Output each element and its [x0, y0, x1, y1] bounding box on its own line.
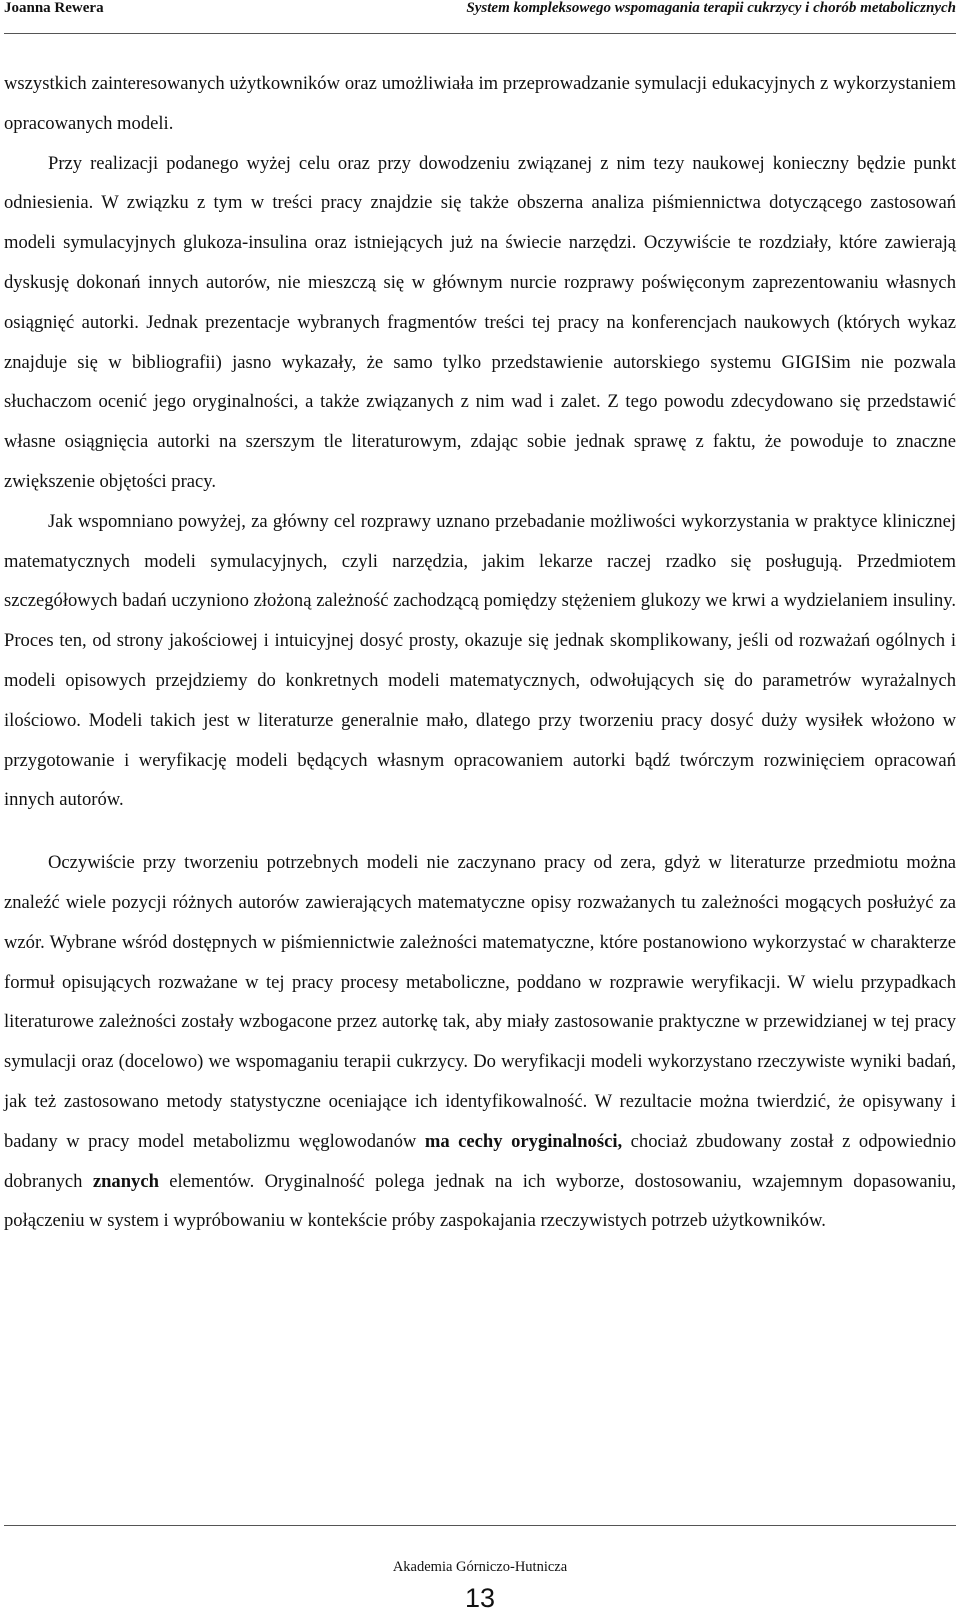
page-number: 13 [464, 1583, 496, 1613]
text-segment: elementów. Oryginalność polega jednak na ich wyborze, dostosowaniu, wzajemnym dopasowaniu, połączeniu w system i wypróbowaniu w kontekście próby zaspokajania rzeczywistych potrzeb użytkowników. [4, 1170, 956, 1232]
footer-institution: Akademia Górniczo-Hutnicza [392, 1559, 568, 1575]
header-author: Joanna Rewera [4, 0, 104, 16]
paragraph-4 [4, 843, 956, 1241]
footer-rule [4, 1525, 956, 1526]
bold-phrase: ma cechy oryginalności, [424, 1130, 623, 1152]
text-segment: wszystkich zainteresowanych użytkowników oraz umożliwiała im przeprowadzanie symulacji edukacyjnych z wykorzystaniem opracowanych modeli. [4, 73, 956, 134]
header-rule [4, 33, 956, 34]
text-segment: Jak wspomniano powyżej, za główny cel rozprawy uznano przebadanie możliwości wykorzystania w praktyce klinicznej matematycznych modeli symulacyjnych, czyli narzędzia, jakim lekarze raczej rzadko się posługują. Przedmiotem szczegółowych badań uczyniono złożoną zależność zachodzącą pomiędzy stężeniem glukozy we krwi a wydzielaniem insuliny. Proces ten, od strony jakościowej i intuicyjnej dosyć prosty, okazuje się jednak skomplikowany, jeśli od rozważań ogólnych i modeli opisowych przejdziemy do konkretnych modeli matematycznych, odwołujących się do parametrów wyrażalnych ilościowo. Modeli takich jest w literaturze generalnie mało, dlatego przy tworzeniu pracy dosyć duży wysiłek włożono w przygotowanie i weryfikację modeli będących własnym opracowaniem autorki bądź twórczym rozwinięciem opracowań innych autorów. [4, 510, 956, 811]
paragraph-3 [4, 502, 956, 820]
text-segment: Oczywiście przy tworzeniu potrzebnych modeli nie zaczynano pracy od zera, gdyż w literaturze przedmiotu można znaleźć wiele pozycji różnych autorów zawierających matematyczne opisy rozważanych tu zależności mogących posłużyć za wzór. Wybrane wśród dostępnych w piśmiennictwie zależności matematyczne, które postanowiono wykorzystać w charakterze formuł opisujących rozważane w tej pracy procesy metaboliczne, poddano w rozprawie weryfikacji. W wielu przypadkach literaturowe zależności zostały wzbogacone przez autorkę tak, aby miały zastosowanie praktyczne w przewidzianej w tej pracy symulacji oraz (docelowo) we wspomaganiu terapii cukrzycy. Do weryfikacji modeli wykorzystano rzeczywiste wyniki badań, jak też zastosowano metody statystyczne oceniające ich identyfikowalność. W rezultacie można twierdzić, że opisywany i badany w pracy model metabolizmu węglowodanów [4, 852, 956, 1152]
text-segment: chociaż zbudowany został z odpowiednio dobranych [4, 1130, 956, 1192]
header-title: System kompleksowego wspomagania terapii cukrzycy i chorób metabolicznych [466, 0, 956, 16]
bold-phrase: znanych [92, 1170, 159, 1192]
body-text [4, 64, 956, 1241]
paragraph-1 [4, 64, 956, 144]
text-segment: Przy realizacji podanego wyżej celu oraz przy dowodzeniu związanej z nim tezy naukowej konieczny będzie punkt odniesienia. W związku z tym w treści pracy znajdzie się także obszerna analiza piśmiennictwa dotyczącego zastosowań modeli symulacyjnych glukoza-insulina oraz istniejących już na świecie narzędzi. Oczywiście te rozdziały, które zawierają dyskusję dokonań innych autorów, nie mieszczą się w głównym nurcie rozprawy poświęconym zaprezentowaniu własnych osiągnięć autorki. Jednak prezentacje wybranych fragmentów treści tej pracy na konferencjach naukowych (których wykaz znajduje się w bibliografii) jasno wykazały, że samo tylko przedstawienie autorskiego systemu GIGISim nie pozwala słuchaczom ocenić jego oryginalności, a także związanych z nim wad i zalet. Z tego powodu zdecydowano się przedstawić własne osiągnięcia autorki na szerszym tle literaturowym, zdając sobie jednak sprawę z faktu, że powoduje to znaczne zwiększenie objętości pracy. [4, 152, 956, 492]
running-header [4, 0, 956, 24]
paragraph-2 [4, 144, 956, 502]
